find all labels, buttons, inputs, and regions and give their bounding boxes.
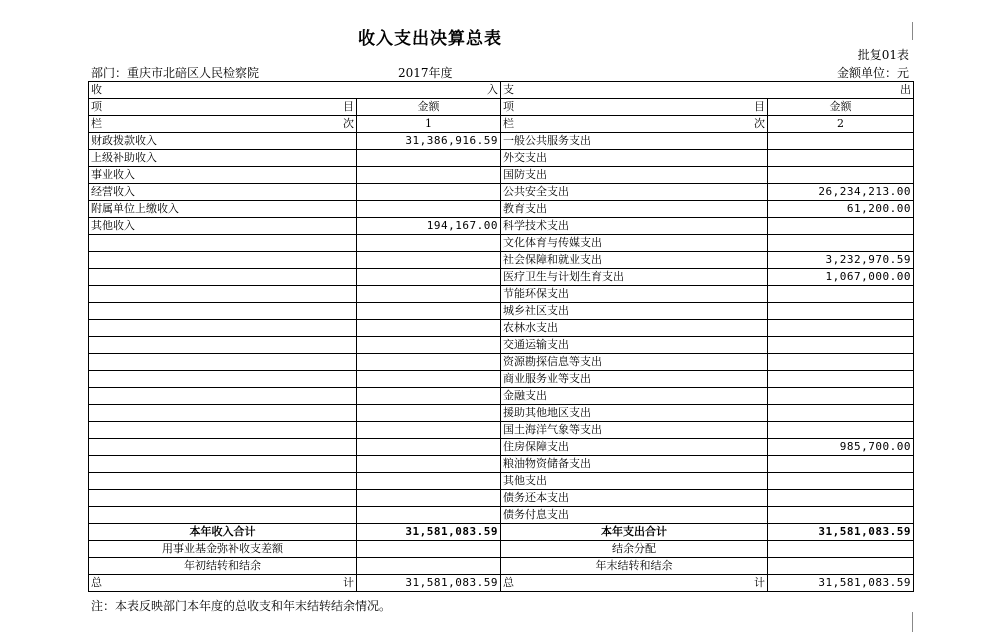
expense-item-cell: 公共安全支出 bbox=[501, 184, 768, 201]
expense-item-cell: 节能环保支出 bbox=[501, 286, 768, 303]
table-row bbox=[89, 405, 914, 422]
income-amount-cell bbox=[357, 371, 501, 388]
income-item-cell bbox=[89, 286, 357, 303]
table-row bbox=[89, 439, 914, 456]
income-item-cell bbox=[89, 235, 357, 252]
expense-item-cell: 住房保障支出 bbox=[501, 439, 768, 456]
expense-item-cell: 一般公共服务支出 bbox=[501, 133, 768, 150]
expense-item-cell: 农林水支出 bbox=[501, 320, 768, 337]
fund-label: 用事业基金弥补收支差额 bbox=[89, 541, 357, 558]
income-amount-header: 金额 bbox=[357, 99, 501, 116]
col-label-right: 次 bbox=[343, 117, 354, 130]
income-amount-cell bbox=[357, 507, 501, 524]
form-code: 批复01表 bbox=[857, 48, 909, 62]
item-header-right: 目 bbox=[754, 100, 765, 113]
ending-balance-label: 年末结转和结余 bbox=[501, 558, 768, 575]
income-item-cell: 附属单位上缴收入 bbox=[89, 201, 357, 218]
income-item-cell: 事业收入 bbox=[89, 167, 357, 184]
expense-item-cell: 医疗卫生与计划生育支出 bbox=[501, 269, 768, 286]
expense-amount-cell bbox=[768, 405, 914, 422]
income-item-cell bbox=[89, 337, 357, 354]
footnote: 注：本表反映部门本年度的总收支和年末结转结余情况。 bbox=[91, 599, 392, 613]
expense-item-cell: 其他支出 bbox=[501, 473, 768, 490]
income-col-index-label bbox=[89, 116, 357, 133]
table-row bbox=[89, 303, 914, 320]
income-amount-cell: 31,386,916.59 bbox=[357, 133, 501, 150]
expense-amount-cell bbox=[768, 303, 914, 320]
income-item-cell bbox=[89, 422, 357, 439]
income-amount-cell bbox=[357, 150, 501, 167]
department-label: 部门：重庆市北碚区人民检察院 bbox=[91, 66, 260, 80]
grand-total-expense-value: 31,581,083.59 bbox=[768, 575, 914, 592]
income-item-cell bbox=[89, 490, 357, 507]
beginning-balance-value bbox=[357, 558, 501, 575]
grand-total-income-label bbox=[89, 575, 357, 592]
income-amount-cell bbox=[357, 473, 501, 490]
expense-item-cell: 社会保障和就业支出 bbox=[501, 252, 768, 269]
income-amount-cell bbox=[357, 320, 501, 337]
table-row bbox=[89, 286, 914, 303]
income-item-cell bbox=[89, 439, 357, 456]
income-amount-cell bbox=[357, 490, 501, 507]
income-total-label: 本年收入合计 bbox=[89, 524, 357, 541]
income-item-cell bbox=[89, 388, 357, 405]
income-item-cell bbox=[89, 320, 357, 337]
income-item-cell bbox=[89, 405, 357, 422]
income-item-cell bbox=[89, 269, 357, 286]
income-amount-cell bbox=[357, 337, 501, 354]
item-header-left: 项 bbox=[503, 100, 514, 113]
expense-item-cell: 援助其他地区支出 bbox=[501, 405, 768, 422]
expense-amount-cell bbox=[768, 371, 914, 388]
income-amount-cell bbox=[357, 252, 501, 269]
expense-amount-cell bbox=[768, 490, 914, 507]
income-amount-cell: 194,167.00 bbox=[357, 218, 501, 235]
table-row bbox=[89, 456, 914, 473]
expense-item-cell: 资源勘探信息等支出 bbox=[501, 354, 768, 371]
expense-amount-header: 金额 bbox=[768, 99, 914, 116]
table-row bbox=[89, 235, 914, 252]
report-title: 收入支出决算总表 bbox=[358, 29, 502, 49]
table-row bbox=[89, 422, 914, 439]
table-row bbox=[89, 252, 914, 269]
surplus-distribution-value bbox=[768, 541, 914, 558]
income-total-value: 31,581,083.59 bbox=[357, 524, 501, 541]
expense-amount-cell: 26,234,213.00 bbox=[768, 184, 914, 201]
grand-total-income-value: 31,581,083.59 bbox=[357, 575, 501, 592]
table-row bbox=[89, 337, 914, 354]
income-amount-cell bbox=[357, 201, 501, 218]
expense-header-left: 支 bbox=[503, 83, 514, 96]
expense-item-cell: 外交支出 bbox=[501, 150, 768, 167]
income-header-left: 收 bbox=[91, 83, 102, 96]
table-row bbox=[89, 167, 914, 184]
income-item-cell bbox=[89, 507, 357, 524]
expense-item-cell: 金融支出 bbox=[501, 388, 768, 405]
expense-amount-cell bbox=[768, 388, 914, 405]
table-row bbox=[89, 354, 914, 371]
item-header-left: 项 bbox=[91, 100, 102, 113]
income-item-cell bbox=[89, 354, 357, 371]
income-header-right: 入 bbox=[487, 83, 498, 96]
grand-total-row bbox=[89, 575, 914, 592]
beginning-balance-label: 年初结转和结余 bbox=[89, 558, 357, 575]
expense-item-cell: 交通运输支出 bbox=[501, 337, 768, 354]
fund-row bbox=[89, 541, 914, 558]
income-item-cell: 其他收入 bbox=[89, 218, 357, 235]
col-label-right: 次 bbox=[754, 117, 765, 130]
income-amount-cell bbox=[357, 422, 501, 439]
expense-col-index-label bbox=[501, 116, 768, 133]
income-amount-cell bbox=[357, 269, 501, 286]
income-expense-table bbox=[88, 81, 914, 592]
table-row bbox=[89, 371, 914, 388]
table-row bbox=[89, 507, 914, 524]
expense-col-number: 2 bbox=[768, 116, 914, 133]
income-amount-cell bbox=[357, 286, 501, 303]
expense-section-header bbox=[501, 82, 914, 99]
annual-total-row bbox=[89, 524, 914, 541]
expense-amount-cell bbox=[768, 354, 914, 371]
table-row bbox=[89, 133, 914, 150]
expense-amount-cell bbox=[768, 286, 914, 303]
expense-amount-cell bbox=[768, 133, 914, 150]
expense-item-cell: 粮油物资储备支出 bbox=[501, 456, 768, 473]
table-row bbox=[89, 388, 914, 405]
grand-label-right: 计 bbox=[754, 576, 765, 589]
income-col-number: 1 bbox=[357, 116, 501, 133]
expense-amount-cell: 3,232,970.59 bbox=[768, 252, 914, 269]
table-row bbox=[89, 150, 914, 167]
expense-amount-cell bbox=[768, 150, 914, 167]
grand-label-right: 计 bbox=[343, 576, 354, 589]
col-label-left: 栏 bbox=[91, 117, 102, 130]
expense-item-cell: 国土海洋气象等支出 bbox=[501, 422, 768, 439]
income-item-header bbox=[89, 99, 357, 116]
expense-amount-cell bbox=[768, 218, 914, 235]
expense-total-label: 本年支出合计 bbox=[501, 524, 768, 541]
expense-amount-cell bbox=[768, 456, 914, 473]
table-row bbox=[89, 269, 914, 286]
fiscal-year: 2017年度 bbox=[398, 66, 453, 80]
expense-item-cell: 商业服务业等支出 bbox=[501, 371, 768, 388]
income-amount-cell bbox=[357, 235, 501, 252]
expense-amount-cell: 61,200.00 bbox=[768, 201, 914, 218]
surplus-distribution-label: 结余分配 bbox=[501, 541, 768, 558]
expense-amount-cell bbox=[768, 167, 914, 184]
expense-total-value: 31,581,083.59 bbox=[768, 524, 914, 541]
income-item-cell bbox=[89, 371, 357, 388]
expense-amount-cell bbox=[768, 422, 914, 439]
expense-item-cell: 文化体育与传媒支出 bbox=[501, 235, 768, 252]
expense-item-cell: 城乡社区支出 bbox=[501, 303, 768, 320]
expense-item-cell: 债务还本支出 bbox=[501, 490, 768, 507]
col-label-left: 栏 bbox=[503, 117, 514, 130]
expense-amount-cell: 1,067,000.00 bbox=[768, 269, 914, 286]
expense-amount-cell bbox=[768, 235, 914, 252]
table-row bbox=[89, 473, 914, 490]
income-item-cell bbox=[89, 303, 357, 320]
header-row-section bbox=[89, 82, 914, 99]
ending-balance-value bbox=[768, 558, 914, 575]
page-edge-line bbox=[912, 612, 913, 632]
income-amount-cell bbox=[357, 388, 501, 405]
table-row bbox=[89, 201, 914, 218]
grand-total-expense-label bbox=[501, 575, 768, 592]
income-amount-cell bbox=[357, 303, 501, 320]
income-item-cell: 财政拨款收入 bbox=[89, 133, 357, 150]
income-section-header bbox=[89, 82, 501, 99]
income-item-cell bbox=[89, 252, 357, 269]
page-edge-line bbox=[912, 22, 913, 40]
income-item-cell: 上级补助收入 bbox=[89, 150, 357, 167]
expense-amount-cell bbox=[768, 507, 914, 524]
table-row bbox=[89, 184, 914, 201]
income-item-cell bbox=[89, 456, 357, 473]
table-row bbox=[89, 218, 914, 235]
expense-amount-cell bbox=[768, 320, 914, 337]
income-amount-cell bbox=[357, 456, 501, 473]
income-amount-cell bbox=[357, 439, 501, 456]
expense-item-header bbox=[501, 99, 768, 116]
grand-label-left: 总 bbox=[503, 576, 514, 589]
income-amount-cell bbox=[357, 184, 501, 201]
header-row-columns bbox=[89, 99, 914, 116]
expense-amount-cell bbox=[768, 337, 914, 354]
income-item-cell bbox=[89, 473, 357, 490]
carryover-row bbox=[89, 558, 914, 575]
table-row bbox=[89, 490, 914, 507]
item-header-right: 目 bbox=[343, 100, 354, 113]
expense-header-right: 出 bbox=[900, 83, 911, 96]
fund-value bbox=[357, 541, 501, 558]
income-amount-cell bbox=[357, 354, 501, 371]
expense-amount-cell bbox=[768, 473, 914, 490]
income-item-cell: 经营收入 bbox=[89, 184, 357, 201]
expense-amount-cell: 985,700.00 bbox=[768, 439, 914, 456]
table-row bbox=[89, 320, 914, 337]
income-amount-cell bbox=[357, 167, 501, 184]
expense-item-cell: 科学技术支出 bbox=[501, 218, 768, 235]
grand-label-left: 总 bbox=[91, 576, 102, 589]
currency-unit: 金额单位：元 bbox=[836, 66, 909, 80]
expense-item-cell: 债务付息支出 bbox=[501, 507, 768, 524]
expense-item-cell: 教育支出 bbox=[501, 201, 768, 218]
income-amount-cell bbox=[357, 405, 501, 422]
header-row-index bbox=[89, 116, 914, 133]
expense-item-cell: 国防支出 bbox=[501, 167, 768, 184]
